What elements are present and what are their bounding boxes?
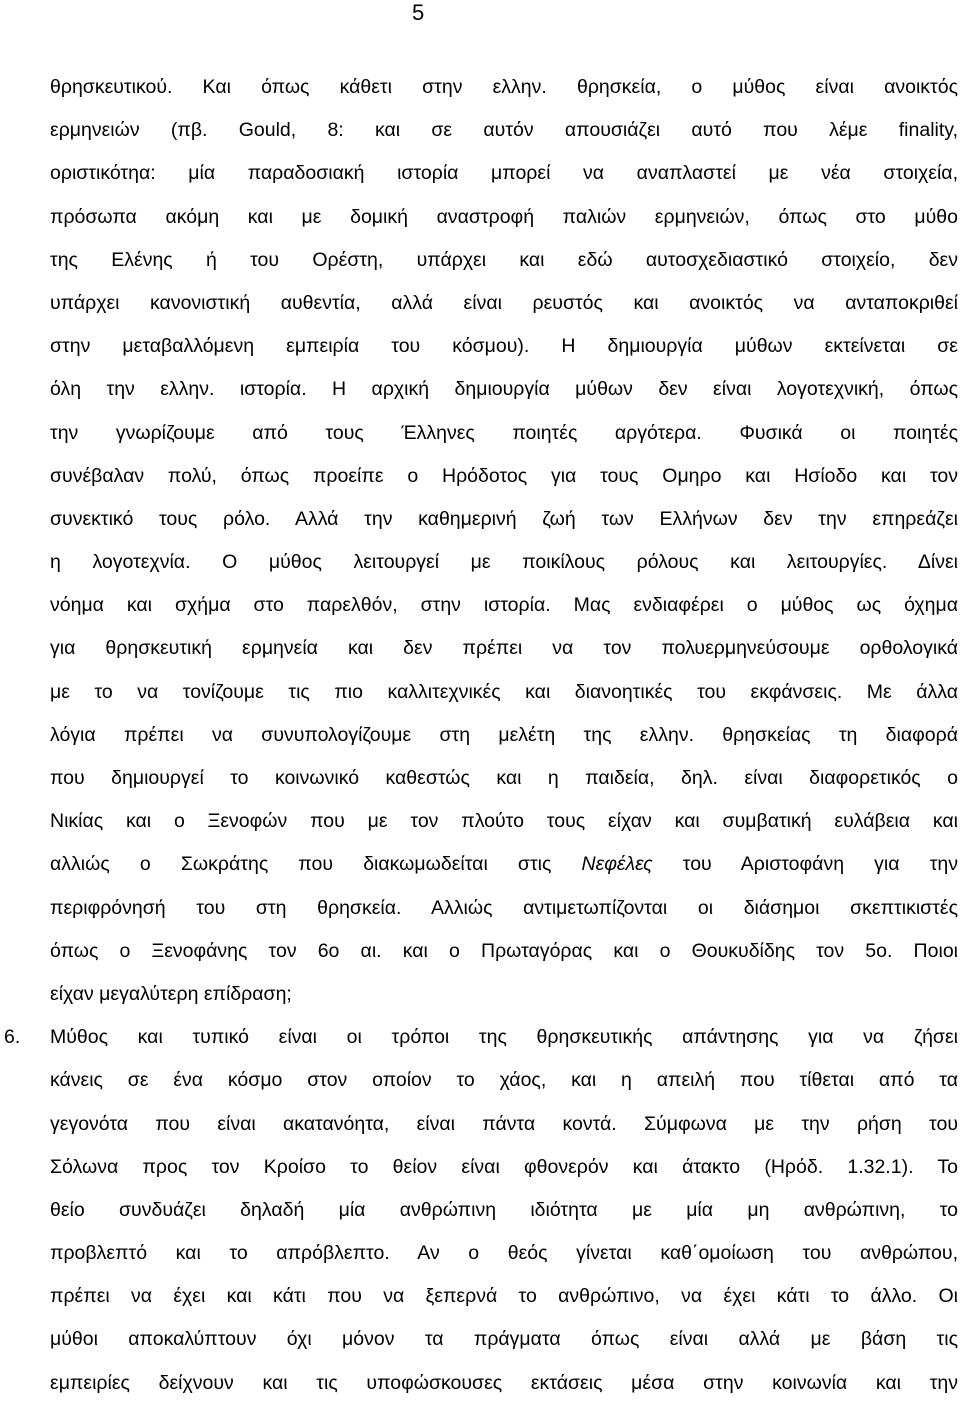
text-line: την γνωρίζουμε από τους Έλληνες ποιητές αργότερα. Φυσικά οι ποιητές bbox=[50, 421, 958, 444]
text-line: όπως ο Ξενοφάνης τον 6ο αι. και ο Πρωταγόρας και ο Θουκυδίδης τον 5ο. Ποιοι bbox=[50, 939, 958, 962]
text-line: περιφρόνησή του στη θρησκεία. Αλλιώς αντιμετωπίζονται οι διάσημοι σκεπτικιστές bbox=[50, 896, 958, 919]
text-line: πρόσωπα ακόμη και με δομική αναστροφή παλιών ερμηνειών, όπως στο μύθο bbox=[50, 205, 958, 228]
text-line: ερμηνειών (πβ. Gould, 8: και σε αυτόν απουσιάζει αυτό που λέμε finality, bbox=[50, 119, 958, 142]
text-line: προβλεπτό και το απρόβλεπτο. Αν ο θεός γίνεται καθ΄ομοίωση του ανθρώπου, bbox=[50, 1242, 958, 1265]
text-line: συνεκτικό τους ρόλο. Αλλά την καθημερινή ζωή των Ελλήνων δεν την επηρεάζει bbox=[50, 507, 958, 530]
text-line: θρησκευτικού. Και όπως κάθετι στην ελλην. θρησκεία, ο μύθος είναι ανοικτός bbox=[50, 76, 958, 98]
text-line: θείο συνδυάζει δηλαδή μία ανθρώπινη ιδιότητα με μία μη ανθρώπινη, το bbox=[50, 1198, 958, 1221]
text-line: στην μεταβαλλόμενη εμπειρία του κόσμου). Η δημιουργία μύθων εκτείνεται σε bbox=[50, 335, 958, 358]
text-line: γεγονότα που είναι ακατανόητα, είναι πάντα κοντά. Σύμφωνα με την ρήση του bbox=[50, 1112, 958, 1135]
text-line: μύθοι αποκαλύπτουν όχι μόνον τα πράγματα όπως είναι αλλά με βάση τις bbox=[50, 1328, 958, 1351]
body-text bbox=[4, 66, 958, 1405]
text-line: εμπειρίες δείχνουν και τις υποφώσκουσες εκτάσεις μέσα στην κοινωνία και την bbox=[50, 1371, 958, 1394]
text-line: λόγια πρέπει να συνυπολογίζουμε στη μελέτη της ελλην. θρησκείας τη διαφορά bbox=[50, 723, 958, 746]
text-line: κάνεις σε ένα κόσμο στον οποίον το χάος, και η απειλή που τίθεται από τα bbox=[50, 1069, 958, 1092]
italic-title: Νεφέλες bbox=[581, 853, 653, 876]
text-line: υπάρχει κανονιστική αυθεντία, αλλά είναι ρευστός και ανοικτός να ανταποκριθεί bbox=[50, 291, 958, 314]
text-line-with-italic bbox=[50, 843, 958, 886]
text-line: Νικίας και ο Ξενοφών που με τον πλούτο τους είχαν και συμβατική ευλάβεια και bbox=[50, 810, 958, 833]
text-line: νόημα και σχήμα στο παρελθόν, στην ιστορία. Μας ενδιαφέρει ο μύθος ως όχημα bbox=[50, 594, 958, 617]
text-line: που δημιουργεί το κοινωνικό καθεστώς και η παιδεία, δηλ. είναι διαφορετικός ο bbox=[50, 767, 958, 789]
text-line: με το να τονίζουμε τις πιο καλλιτεχνικές και διανοητικές του εκφάνσεις. Με άλλα bbox=[50, 680, 958, 703]
text-line: συνέβαλαν πολύ, όπως προείπε ο Ηρόδοτος για τους Ομηρο και Ησίοδο και τον bbox=[50, 464, 958, 487]
text-segment: αλλιώς ο Σωκράτης που διακωμωδείται στις bbox=[50, 853, 582, 876]
text-line: της Ελένης ή του Ορέστη, υπάρχει και εδώ αυτοσχεδιαστικό στοιχείο, δεν bbox=[50, 248, 958, 271]
text-line: η λογοτεχνία. Ο μύθος λειτουργεί με ποικίλους ρόλους και λειτουργίες. Δίνει bbox=[50, 551, 958, 574]
list-item-number: 6. bbox=[4, 1026, 21, 1049]
text-line: όλη την ελλην. ιστορία. Η αρχική δημιουργία μύθων δεν είναι λογοτεχνική, όπως bbox=[50, 378, 958, 401]
text-segment: Μύθος και τυπικό είναι οι τρόποι της θρησκευτικής απάντησης για να ζήσει bbox=[50, 1026, 958, 1049]
list-item-first-line bbox=[4, 1016, 958, 1059]
text-line: για θρησκευτική ερμηνεία και δεν πρέπει να τον πολυερμηνεύσουμε ορθολογικά bbox=[50, 637, 958, 660]
text-line: είχαν μεγαλύτερη επίδραση; bbox=[50, 982, 292, 1005]
text-line: οριστικότηα: μία παραδοσιακή ιστορία μπορεί να αναπλαστεί με νέα στοιχεία, bbox=[50, 162, 958, 185]
text-line: πρέπει να έχει και κάτι που να ξεπερνά το ανθρώπινο, να έχει κάτι το άλλο. Οι bbox=[50, 1285, 958, 1308]
text-line: Σόλωνα προς τον Κροίσο το θείον είναι φθονερόν και άτακτο (Ηρόδ. 1.32.1). Το bbox=[50, 1155, 958, 1178]
page-number: 5 bbox=[412, 0, 425, 25]
text-segment: του Αριστοφάνη για την bbox=[652, 853, 958, 876]
